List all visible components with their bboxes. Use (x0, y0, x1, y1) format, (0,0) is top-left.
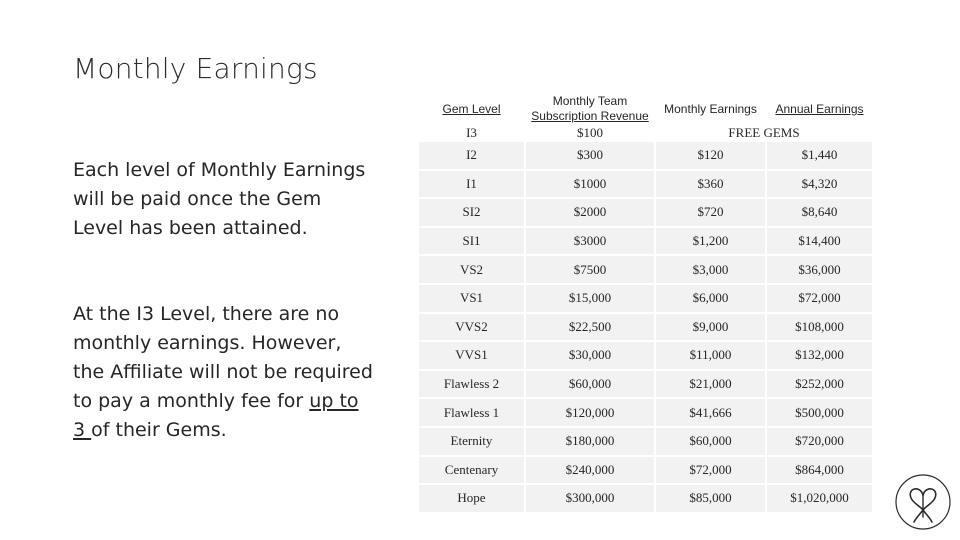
cell-monthly-earnings: $120 (656, 142, 765, 169)
cell-annual-earnings: $108,000 (767, 314, 872, 341)
cell-monthly-earnings: $9,000 (656, 314, 765, 341)
underlined-up-to-3: up to 3 (73, 390, 359, 441)
cell-team-revenue: $300 (526, 142, 654, 169)
table-row (419, 428, 872, 455)
cell-team-revenue: $22,500 (526, 314, 654, 341)
cell-team-revenue: $100 (526, 126, 654, 140)
cell-gem-level: I3 (419, 126, 524, 140)
table-row (419, 171, 872, 198)
cell-gem-level: VS1 (419, 285, 524, 312)
header-monthly-earnings: Monthly Earnings (656, 94, 765, 124)
table-row (419, 285, 872, 312)
cell-monthly-earnings: $720 (656, 199, 765, 226)
table-row (419, 457, 872, 484)
cell-annual-earnings: $500,000 (767, 399, 872, 426)
cell-annual-earnings: $1,440 (767, 142, 872, 169)
cell-gem-level: Eternity (419, 428, 524, 455)
cell-team-revenue: $7500 (526, 256, 654, 283)
cell-annual-earnings: $72,000 (767, 285, 872, 312)
table-row (419, 199, 872, 226)
cell-annual-earnings: $864,000 (767, 457, 872, 484)
table-row (419, 142, 872, 169)
cell-team-revenue: $60,000 (526, 371, 654, 398)
table-row (419, 256, 872, 283)
cell-monthly-earnings: $41,666 (656, 399, 765, 426)
table-header-row (419, 94, 872, 124)
earnings-table (417, 92, 874, 514)
table-row (419, 371, 872, 398)
header-annual-earnings: Annual Earnings (767, 94, 872, 124)
slide-title: Monthly Earnings (73, 52, 318, 85)
cell-free-gems-note: FREE GEMS (656, 126, 872, 140)
cell-monthly-earnings: $3,000 (656, 256, 765, 283)
table-row (419, 314, 872, 341)
cell-gem-level: SI1 (419, 228, 524, 255)
cell-team-revenue: $1000 (526, 171, 654, 198)
cell-gem-level: I1 (419, 171, 524, 198)
cell-team-revenue: $180,000 (526, 428, 654, 455)
cell-monthly-earnings: $6,000 (656, 285, 765, 312)
cell-monthly-earnings: $85,000 (656, 485, 765, 512)
table-row (419, 228, 872, 255)
paragraph-i3-text: At the I3 Level, there are no monthly earnings. However, the Affiliate will not be required to pay a monthly fee for (73, 303, 373, 412)
cell-annual-earnings: $720,000 (767, 428, 872, 455)
table-row (419, 399, 872, 426)
cell-monthly-earnings: $1,200 (656, 228, 765, 255)
header-gem-level: Gem Level (419, 94, 524, 124)
paragraph-gem-level-payment: Each level of Monthly Earnings will be paid once the Gem Level has been attained. (73, 159, 366, 239)
paragraph-i3-text-end: of their Gems. (91, 419, 227, 441)
cell-annual-earnings: $252,000 (767, 371, 872, 398)
cell-annual-earnings: $132,000 (767, 342, 872, 369)
paragraph-i3-level (73, 300, 373, 445)
cell-team-revenue: $15,000 (526, 285, 654, 312)
cell-team-revenue: $3000 (526, 228, 654, 255)
cell-team-revenue: $240,000 (526, 457, 654, 484)
cell-annual-earnings: $1,020,000 (767, 485, 872, 512)
header-team-subscription-revenue: Monthly Team Subscription Revenue (526, 94, 654, 124)
cell-gem-level: VVS2 (419, 314, 524, 341)
cell-gem-level: VVS1 (419, 342, 524, 369)
cell-monthly-earnings: $72,000 (656, 457, 765, 484)
cell-team-revenue: $300,000 (526, 485, 654, 512)
table-row (419, 342, 872, 369)
double-heart-ribbon-logo-icon (894, 473, 952, 531)
cell-monthly-earnings: $60,000 (656, 428, 765, 455)
cell-monthly-earnings: $21,000 (656, 371, 765, 398)
cell-gem-level: I2 (419, 142, 524, 169)
cell-team-revenue: $120,000 (526, 399, 654, 426)
cell-gem-level: VS2 (419, 256, 524, 283)
cell-gem-level: Centenary (419, 457, 524, 484)
cell-team-revenue: $30,000 (526, 342, 654, 369)
cell-gem-level: Flawless 2 (419, 371, 524, 398)
cell-gem-level: Flawless 1 (419, 399, 524, 426)
table-row-i3 (419, 126, 872, 140)
cell-monthly-earnings: $360 (656, 171, 765, 198)
cell-team-revenue: $2000 (526, 199, 654, 226)
table-row (419, 485, 872, 512)
cell-annual-earnings: $14,400 (767, 228, 872, 255)
cell-gem-level: Hope (419, 485, 524, 512)
cell-annual-earnings: $8,640 (767, 199, 872, 226)
cell-gem-level: SI2 (419, 199, 524, 226)
cell-annual-earnings: $36,000 (767, 256, 872, 283)
cell-annual-earnings: $4,320 (767, 171, 872, 198)
cell-monthly-earnings: $11,000 (656, 342, 765, 369)
